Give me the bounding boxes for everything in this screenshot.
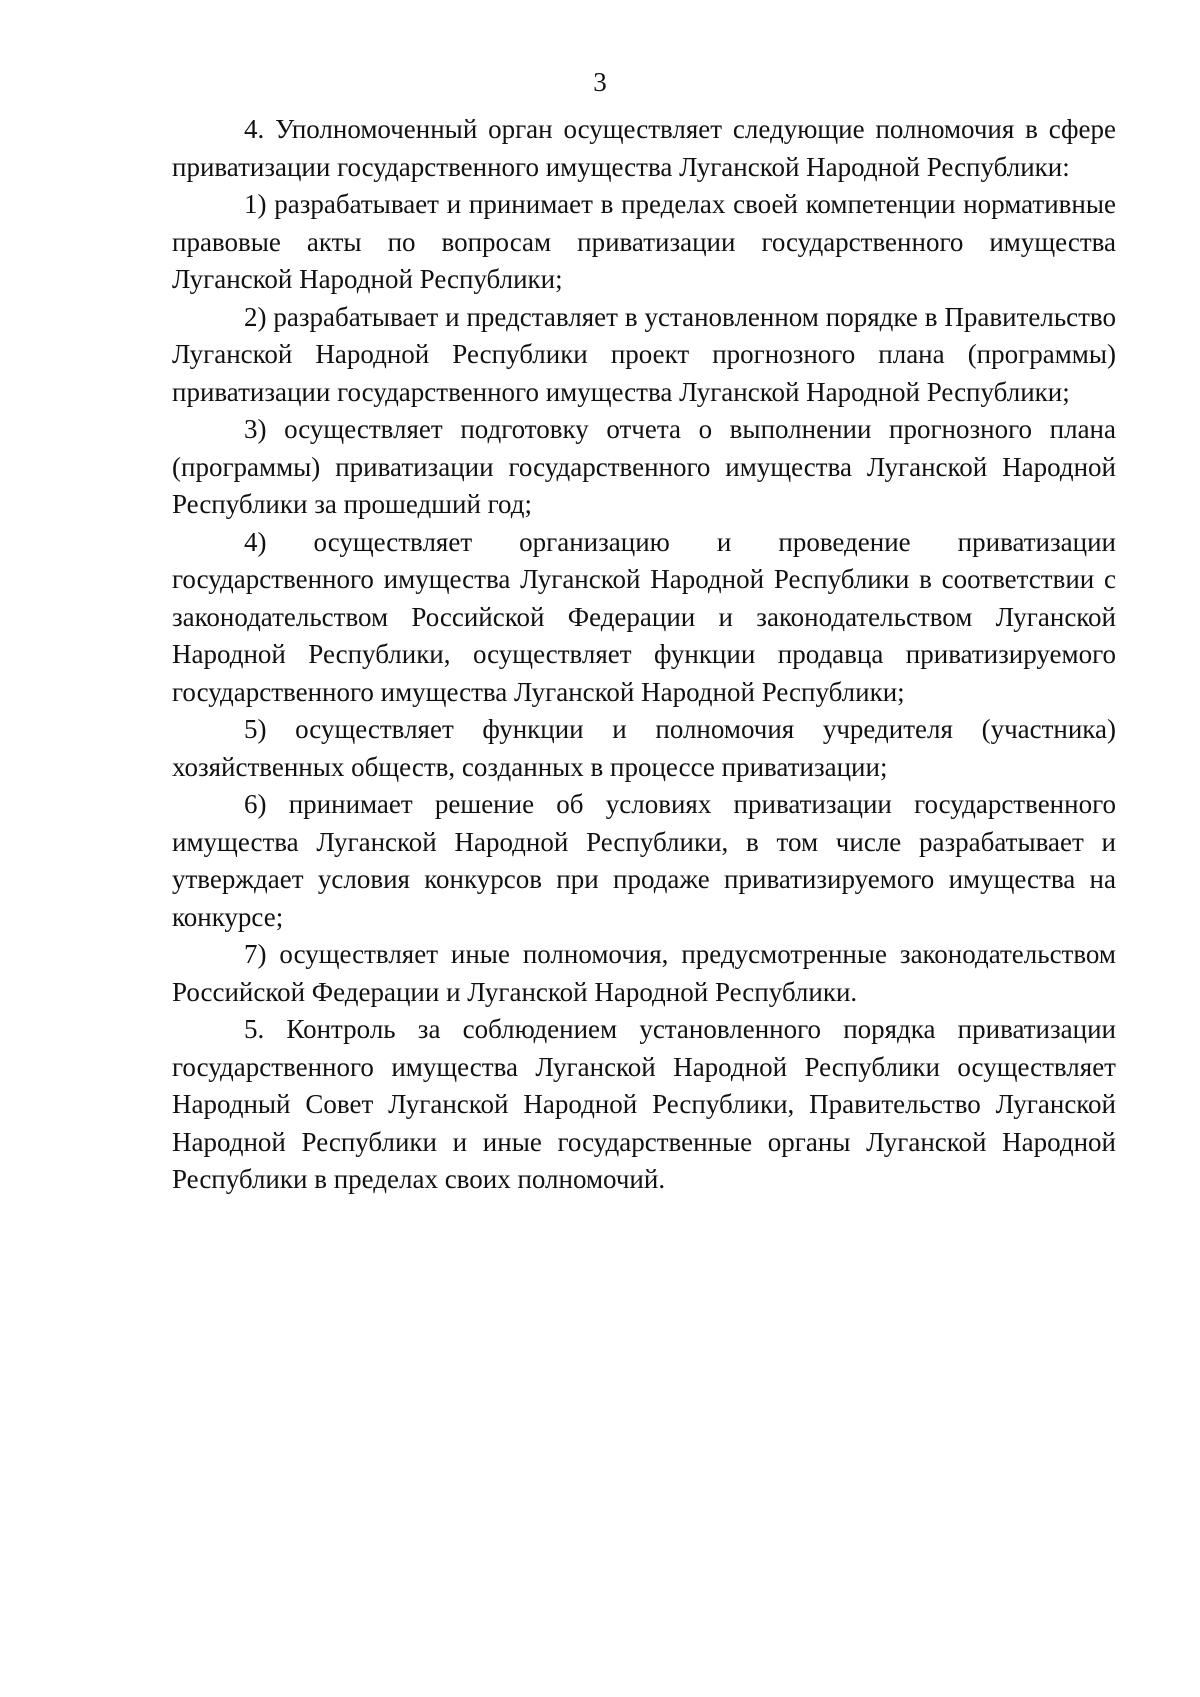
paragraph-item-5: 5) осуществляет функции и полномочия учредителя (участника) хозяйственных обществ, созданных в процессе приватизации;	[172, 714, 1116, 782]
page-number: 3	[593, 67, 607, 97]
paragraph-item-3: 3) осуществляет подготовку отчета о выполнении прогнозного плана (программы) приватизации государственного имущества Луганской Народной Республики за прошедший год;	[172, 414, 1116, 519]
document-body	[172, 111, 1116, 1199]
paragraph-item-6: 6) принимает решение об условиях приватизации государственного имущества Луганской Народной Республики, в том числе разрабатывает и утверждает условия конкурсов при продаже приватизируемого имущества на конкурсе;	[172, 789, 1116, 932]
paragraph-section-4: 4. Уполномоченный орган осуществляет следующие полномочия в сфере приватизации государственного имущества Луганской Народной Республики:	[172, 114, 1116, 182]
paragraph-item-2: 2) разрабатывает и представляет в установленном порядке в Правительство Луганской Народной Республики проект прогнозного плана (программы) приватизации государственного имущества Луганской Народной Республики;	[172, 301, 1116, 407]
paragraph-section-5: 5. Контроль за соблюдением установленного порядка приватизации государственного имущества Луганской Народной Республики осуществляет Народный Совет Луганской Народной Республики, Правительство Луганской Народной Республики и иные государственные органы Луганской Народной Республики в пределах своих полномочий.	[172, 1014, 1116, 1194]
paragraph-item-7: 7) осуществляет иные полномочия, предусмотренные законодательством Российской Федерации и Луганской Народной Республики.	[172, 939, 1116, 1007]
paragraph-item-4: 4) осуществляет организацию и проведение приватизации государственного имущества Луганской Народной Республики в соответствии с законодательством Российской Федерации и законодательством Луганской Народной Республики, осуществляет функции продавца приватизируемого государственного имущества Луганской Народной Республики;	[172, 526, 1116, 707]
paragraph-item-1: 1) разрабатывает и принимает в пределах своей компетенции нормативные правовые акты по вопросам приватизации государственного имущества Луганской Народной Республики;	[172, 189, 1116, 294]
